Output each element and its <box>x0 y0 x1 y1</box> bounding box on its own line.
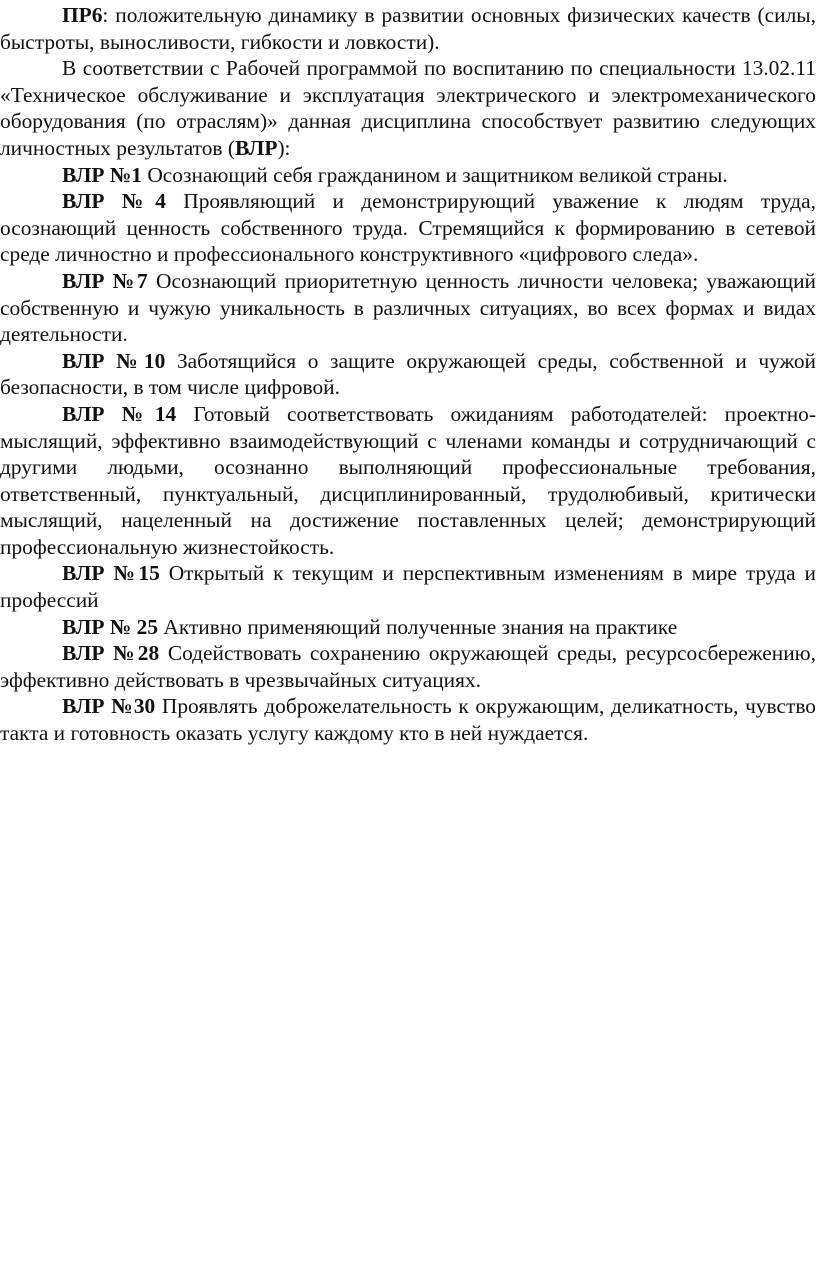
result-text: Заботящийся о защите окружающей среды, собственной и чужой безопасности, в том числе цифровой. <box>0 348 816 400</box>
result-item-vlr-15 <box>0 560 816 613</box>
program-text-after: ): <box>277 135 291 160</box>
result-text: Активно применяющий полученные знания на практике <box>163 614 678 639</box>
result-text: Осознающий приоритетную ценность личности человека; уважающий собственную и чужую уникальность в различных ситуациях, во всех формах и видах деятельности. <box>0 268 816 347</box>
program-paragraph <box>0 55 816 161</box>
result-text: Открытый к текущим и перспективным изменениям в мире труда и профессий <box>0 561 816 613</box>
result-text: Содействовать сохранению окружающей среды, ресурсосбережению, эффективно действовать в чрезвычайных ситуациях. <box>0 641 816 692</box>
result-code: ВЛР №1 <box>62 162 142 187</box>
result-code: ВЛР №28 <box>62 641 160 666</box>
result-code: ВЛР №14 <box>62 401 177 426</box>
result-item-vlr-14 <box>0 401 816 561</box>
intro-text: : положительную динамику в развитии основных физических качеств (силы, быстроты, выносливости, гибкости и ловкости). <box>0 3 816 54</box>
result-code: ВЛР №4 <box>62 189 166 214</box>
program-text-before: В соответствии с Рабочей программой по воспитанию по специальности 13.02.11 «Техническое обслуживание и эксплуатация электрического и электромеханического оборудования (по отраслям)» данная дисциплина способствует развитию следующих личностных результатов ( <box>0 56 816 160</box>
result-text: Проявлять доброжелательность к окружающим, деликатность, чувство такта и готовность оказать услугу каждому кто в ней нуждается. <box>0 694 816 746</box>
result-item-vlr-4 <box>0 188 816 268</box>
program-bold-vlr: ВЛР <box>234 135 278 160</box>
result-item-vlr-25 <box>0 614 816 641</box>
result-item-vlr-7 <box>0 268 816 348</box>
result-text: Проявляющий и демонстрирующий уважение к людям труда, осознающий ценность собственного труда. Стремящийся к формированию в сетевой среде личностно и профессионального конструктивного «цифрового следа». <box>0 189 816 267</box>
result-code: ВЛР № 25 <box>62 614 159 639</box>
result-text: Готовый соответствовать ожиданиям работодателей: проектно-мыслящий, эффективно взаимодействующий с членами команды и сотрудничающий с другими людьми, осознанно выполняющий профессиональные требования, ответственный, пунктуальный, дисциплинированный, трудолюбивый, критически мыслящий, нацеленный на достижение поставленных целей; демонстрирующий профессиональную жизнестойкость. <box>0 401 816 559</box>
result-text: Осознающий себя гражданином и защитником великой страны. <box>147 162 728 187</box>
result-item-vlr-28 <box>0 640 816 693</box>
result-item-vlr-1 <box>0 162 816 189</box>
result-code: ВЛР №30 <box>62 694 156 719</box>
result-item-vlr-30 <box>0 693 816 746</box>
result-code: ВЛР №10 <box>62 348 166 373</box>
result-item-vlr-10 <box>0 348 816 401</box>
result-code: ВЛР №7 <box>62 268 148 293</box>
intro-paragraph <box>0 2 816 55</box>
result-code: ВЛР №15 <box>62 561 160 586</box>
pr-code: ПР6 <box>62 3 103 27</box>
